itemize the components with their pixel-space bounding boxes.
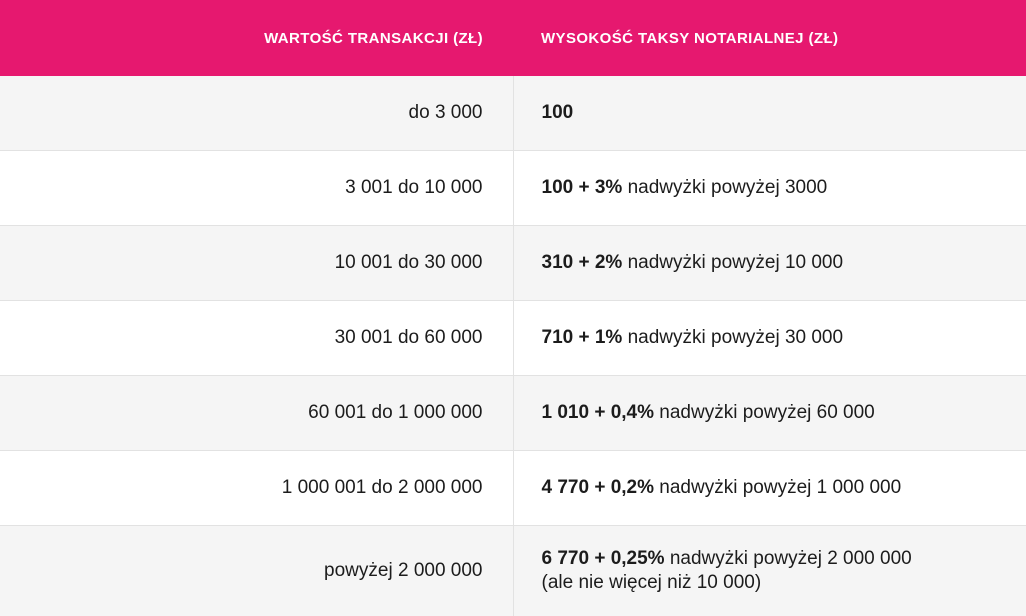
fee-line <box>542 177 999 199</box>
table-row <box>0 526 1026 616</box>
table-header <box>0 0 1026 76</box>
cell-notary-fee <box>513 151 1026 226</box>
table-body <box>0 76 1026 616</box>
column-header-notary-fee: WYSOKOŚĆ TAKSY NOTARIALNEJ (ZŁ) <box>513 0 1026 76</box>
fee-amount: 1 010 + 0,4% <box>542 402 655 423</box>
cell-notary-fee <box>513 376 1026 451</box>
fee-amount: 710 + 1% <box>542 327 623 348</box>
fee-line <box>542 252 999 274</box>
table-row <box>0 451 1026 526</box>
fee-line <box>542 477 999 499</box>
fee-description: nadwyżki powyżej 60 000 <box>654 402 875 423</box>
table-header-row <box>0 0 1026 76</box>
fee-description: nadwyżki powyżej 1 000 000 <box>654 477 901 498</box>
cell-transaction-range: powyżej 2 000 000 <box>0 526 513 616</box>
cell-notary-fee <box>513 226 1026 301</box>
fee-line <box>542 102 999 124</box>
cell-notary-fee <box>513 76 1026 151</box>
table-row <box>0 151 1026 226</box>
table-row <box>0 376 1026 451</box>
table-row <box>0 301 1026 376</box>
cell-transaction-range: 60 001 do 1 000 000 <box>0 376 513 451</box>
cell-transaction-range: 10 001 do 30 000 <box>0 226 513 301</box>
cell-transaction-range: do 3 000 <box>0 76 513 151</box>
fee-line <box>542 327 999 349</box>
cell-notary-fee <box>513 301 1026 376</box>
table-row <box>0 226 1026 301</box>
fee-line <box>542 402 999 424</box>
fee-line <box>542 548 999 570</box>
column-header-transaction-value: WARTOŚĆ TRANSAKCJI (ZŁ) <box>0 0 513 76</box>
fee-amount: 100 + 3% <box>542 177 623 198</box>
table-row <box>0 76 1026 151</box>
fee-footnote: (ale nie więcej niż 10 000) <box>542 572 999 594</box>
fee-description: nadwyżki powyżej 10 000 <box>622 252 843 273</box>
cell-transaction-range: 1 000 001 do 2 000 000 <box>0 451 513 526</box>
cell-transaction-range: 3 001 do 10 000 <box>0 151 513 226</box>
fee-amount: 6 770 + 0,25% <box>542 548 665 569</box>
fee-description: nadwyżki powyżej 2 000 000 <box>665 548 912 569</box>
fee-description: nadwyżki powyżej 3000 <box>622 177 827 198</box>
fee-amount: 4 770 + 0,2% <box>542 477 655 498</box>
fee-description: nadwyżki powyżej 30 000 <box>622 327 843 348</box>
cell-transaction-range: 30 001 do 60 000 <box>0 301 513 376</box>
fee-amount: 310 + 2% <box>542 252 623 273</box>
cell-notary-fee <box>513 526 1026 616</box>
fee-amount: 100 <box>542 102 574 123</box>
cell-notary-fee <box>513 451 1026 526</box>
